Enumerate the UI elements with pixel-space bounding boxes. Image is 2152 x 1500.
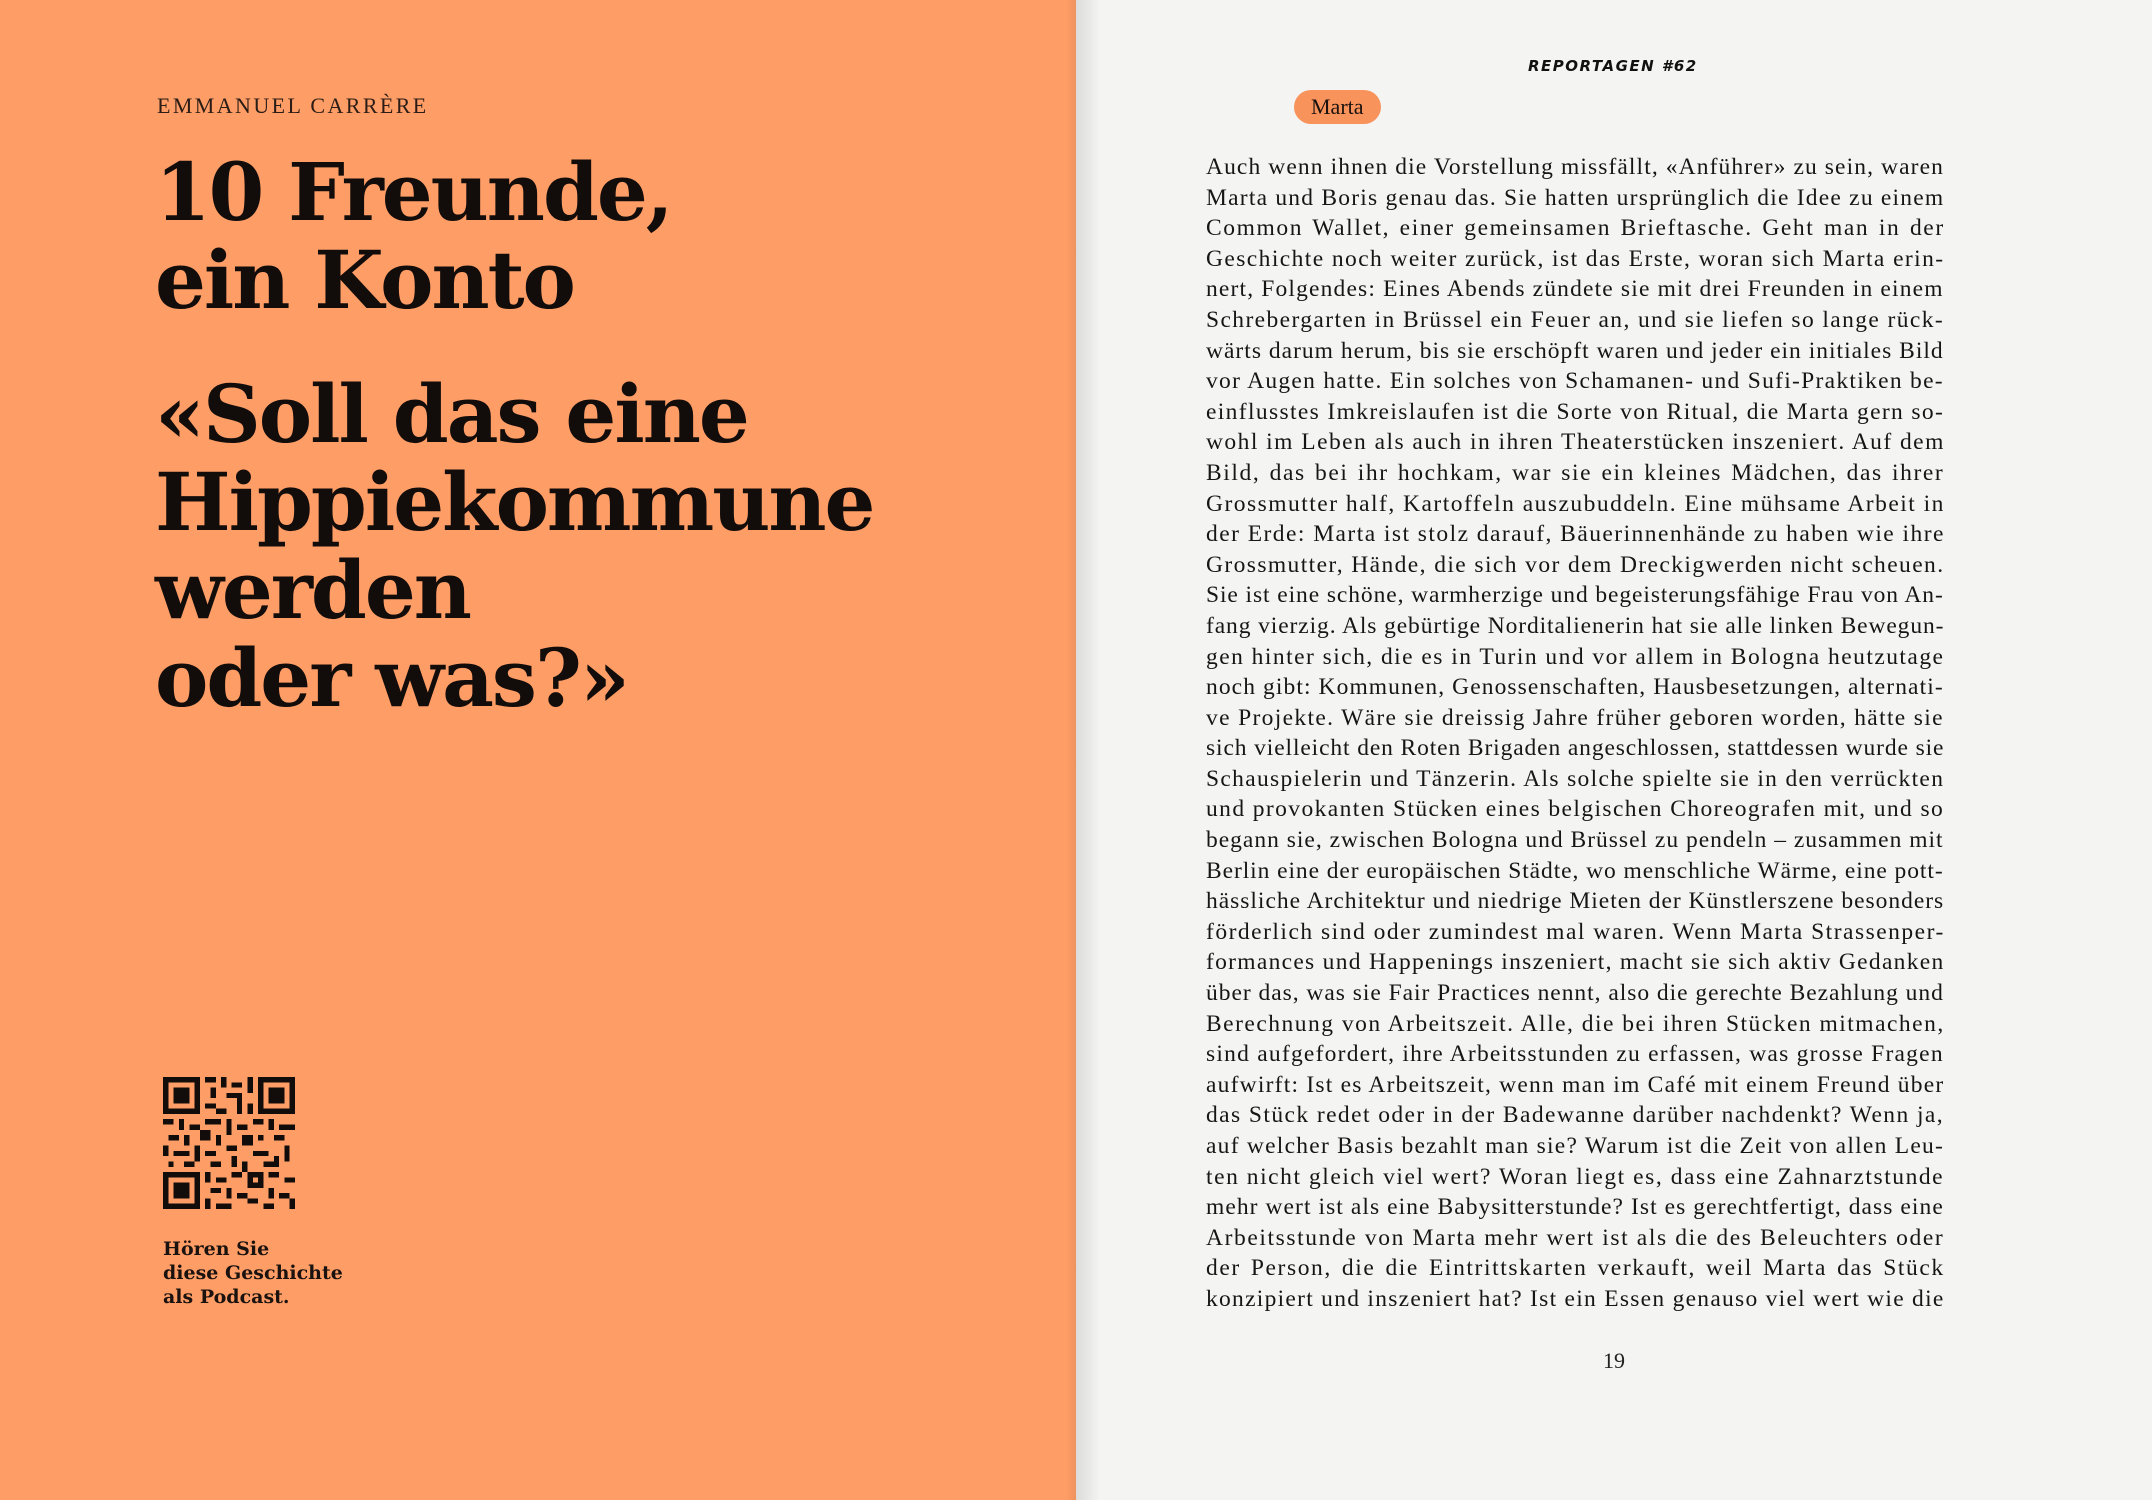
body-line: auf welcher Basis bezahlt man sie? Warum ist die Zeit von allen Leu-	[1206, 1133, 1945, 1159]
body-line: Sie ist eine schöne, warmherzige und begeisterungsfähige Frau von An-	[1206, 582, 1944, 609]
subtitle-line: «Soll das eine	[155, 367, 748, 461]
subtitle-line: oder was?»	[155, 631, 628, 725]
body-line: Marta und Boris genau das. Sie hatten ursprünglich die Idee zu einem	[1206, 184, 1945, 211]
body-line: Schauspielerin und Tänzerin. Als solche spielte sie in den verrückten	[1206, 765, 1945, 792]
body-line: Berechnung von Arbeitszeit. Alle, die bei ihren Stücken mitmachen,	[1206, 1010, 1945, 1037]
qr-code-icon[interactable]	[163, 1077, 295, 1209]
body-line: sich vielleicht den Roten Brigaden angeschlossen, stattdessen wurde sie	[1206, 735, 1945, 762]
body-line: vor Augen hatte. Ein solches von Schamanen- und Sufi-Praktiken be-	[1206, 368, 1944, 395]
podcast-caption	[163, 1237, 343, 1309]
body-line: wohl im Leben als auch in ihren Theaterstücken inszeniert. Auf dem	[1206, 429, 1945, 456]
body-line: gen hinter sich, die es in Turin und vor allem in Bologna heutzutage	[1206, 643, 1945, 670]
article-subtitle	[155, 367, 874, 725]
body-line: hässliche Architektur und niedrige Mieten der Künstlerszene besonders	[1206, 888, 1945, 915]
body-line: Geschichte noch weiter zurück, ist das Erste, woran sich Marta erin-	[1206, 245, 1945, 272]
body-text	[1206, 152, 1943, 1315]
body-line: Grossmutter half, Kartoffeln auszubuddeln. Eine mühsame Arbeit in	[1206, 490, 1945, 517]
body-line: einflusstes Imkreislaufen ist die Sorte von Ritual, die Marta gern so-	[1206, 398, 1945, 425]
page-number: 19	[1603, 1348, 1625, 1373]
running-head: REPORTAGEN #62	[1528, 57, 1698, 75]
body-line: das Stück redet oder in der Badewanne darüber nachdenkt? Wenn ja,	[1206, 1102, 1945, 1129]
body-line: konzipiert und inszeniert hat? Ist ein Essen genauso viel wert wie die	[1206, 1285, 1945, 1312]
subtitle-line: werden	[155, 543, 470, 637]
subtitle-line: Hippiekommune	[155, 455, 874, 549]
section-tag: Marta	[1294, 90, 1381, 124]
body-line: fang vierzig. Als gebürtige Norditalienerin hat sie alle linken Bewegun-	[1206, 612, 1945, 639]
body-line: wärts darum herum, bis sie erschöpft waren und jeder ein initiales Bild	[1206, 337, 1944, 364]
podcast-line: diese Geschichte	[163, 1262, 343, 1284]
body-line: aufwirft: Ist es Arbeitszeit, wenn man im Café mit einem Freund über	[1206, 1071, 1945, 1098]
body-line: noch gibt: Kommunen, Genossenschaften, Hausbesetzungen, alternati-	[1206, 674, 1944, 701]
body-line: Berlin eine der europäischen Städte, wo menschliche Wärme, eine pott-	[1206, 857, 1944, 884]
podcast-line: Hören Sie	[163, 1238, 270, 1260]
body-line: formances und Happenings inszeniert, macht sie sich aktiv Gedanken	[1206, 949, 1945, 976]
title-line: 10 Freunde,	[155, 145, 672, 239]
title-line: ein Konto	[155, 233, 574, 327]
body-line: ve Projekte. Wäre sie dreissig Jahre früher geboren worden, hätte sie	[1206, 704, 1944, 731]
body-line: sind aufgefordert, ihre Arbeitsstunden zu erfassen, was grosse Fragen	[1206, 1041, 1944, 1068]
body-line: förderlich sind oder zumindest mal waren. Wenn Marta Strassenper-	[1206, 918, 1945, 945]
body-line: Bild, das bei ihr hochkam, war sie ein kleines Mädchen, das ihrer	[1206, 459, 1945, 486]
article-title	[155, 145, 672, 327]
author-name: EMMANUEL CARRÈRE	[157, 93, 429, 118]
body-line: der Person, die die Eintrittskarten verkauft, weil Marta das Stück	[1206, 1255, 1945, 1282]
body-line: Auch wenn ihnen die Vorstellung missfällt, «Anführer» zu sein, waren	[1206, 154, 1944, 180]
body-line: Arbeitsstunde von Marta mehr wert ist als die des Beleuchters oder	[1206, 1224, 1945, 1251]
body-line: über das, was sie Fair Practices nennt, also die gerechte Bezahlung und	[1206, 980, 1944, 1007]
body-line: mehr wert ist als eine Babysitterstunde? Ist es gerechtfertigt, dass eine	[1206, 1194, 1944, 1221]
body-line: Common Wallet, einer gemeinsamen Brieftasche. Geht man in der	[1206, 215, 1945, 242]
right-page	[1076, 0, 2152, 1500]
body-line: der Erde: Marta ist stolz darauf, Bäuerinnenhände zu haben wie ihre	[1206, 521, 1945, 548]
body-line: nert, Folgendes: Eines Abends zündete sie mit drei Freunden in einem	[1206, 276, 1944, 303]
body-line: und provokanten Stücken eines belgischen Choreografen mit, und so	[1206, 796, 1945, 823]
body-line: Schrebergarten in Brüssel ein Feuer an, und sie liefen so lange rück-	[1206, 306, 1945, 333]
podcast-line: als Podcast.	[163, 1286, 290, 1308]
body-line: Grossmutter, Hände, die sich vor dem Dreckigwerden nicht scheuen.	[1206, 551, 1945, 578]
body-line: ten nicht gleich viel wert? Woran liegt es, dass eine Zahnarztstunde	[1206, 1163, 1945, 1190]
body-line: begann sie, zwischen Bologna und Brüssel zu pendeln – zusammen mit	[1206, 827, 1944, 854]
